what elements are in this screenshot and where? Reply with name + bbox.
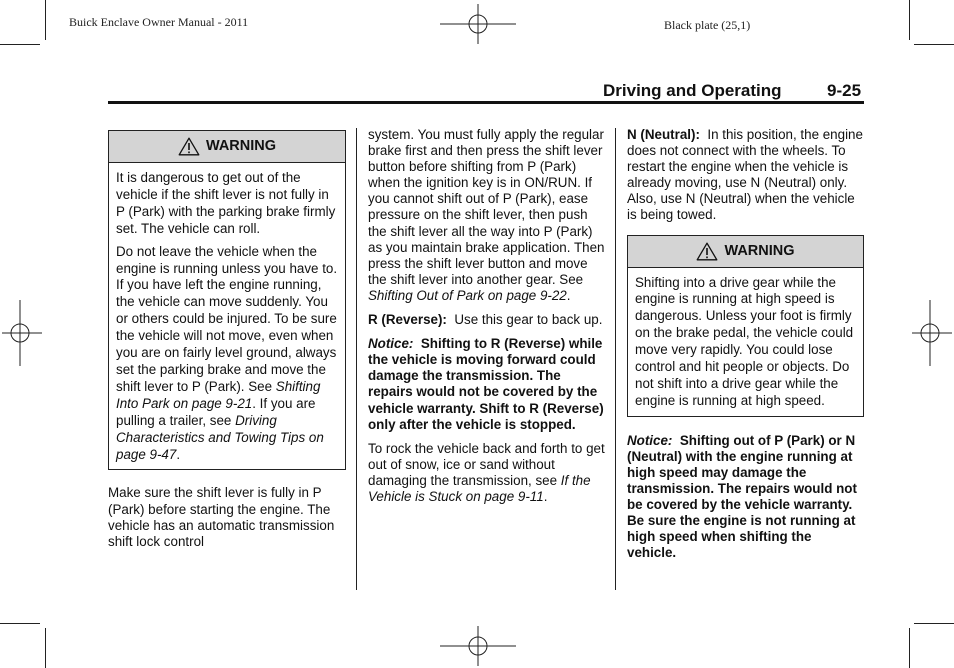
body-paragraph: Make sure the shift lever is fully in P (Park) before starting the engine. The vehicle has an automatic transmission shift lock control (108, 485, 335, 549)
text-run: system. You must fully apply the regular brake first and then press the shift lever button before shifting from P (Park) when the ignition key is in ON/RUN. If you cannot shift out of P (Park), ease pressure on the shift lever, then push the shift lever all the way into P (Park) as you maintain brake application. Then press the shift lever button and move the shift lever into another gear. See (368, 127, 605, 287)
notice-label: Notice: (627, 432, 673, 448)
text-run: Use this gear to back up. (454, 312, 603, 328)
text-run: . (176, 446, 181, 462)
warning-box (108, 130, 346, 470)
page-number: 9-25 (827, 81, 862, 100)
warning-triangle-icon (178, 137, 200, 156)
column-divider (356, 128, 357, 590)
warning-paragraph (116, 244, 338, 464)
body-paragraph (627, 127, 864, 224)
warning-title: WARNING (205, 138, 277, 155)
crop-mark (909, 0, 910, 40)
text-run: . If you are pulling a trailer, see (116, 395, 316, 428)
crop-mark (0, 44, 40, 45)
text-run: . (543, 488, 548, 504)
text-run: . (566, 287, 571, 303)
warning-triangle-icon (696, 242, 718, 261)
gear-label: R (Reverse): (368, 312, 447, 328)
registration-mark-icon (2, 300, 42, 366)
crop-mark (45, 0, 46, 40)
notice-text: Shifting to R (Reverse) while the vehicle is moving forward could damage the transmission. The repairs would not be covered by the vehicle warranty. Shift to R (Reverse) only after the vehicle is stopped. (368, 336, 604, 432)
body-paragraph (368, 127, 606, 304)
text-run: To rock the vehicle back and forth to get out of snow, ice or sand without damaging the transmission, see (368, 440, 605, 488)
warning-body (628, 268, 863, 416)
column-2 (368, 127, 606, 513)
warning-header (628, 236, 863, 268)
gear-label: N (Neutral): (627, 127, 700, 142)
registration-mark-icon (912, 300, 952, 366)
warning-body (109, 163, 345, 469)
warning-box (627, 235, 864, 417)
text-run: In this position, the engine does not connect with the wheels. To restart the engine when the vehicle is already moving, use N (Neutral) only. Also, use N (Neutral) when the vehicle is being towed. (627, 127, 863, 223)
crop-mark (914, 44, 954, 45)
crop-mark (909, 628, 910, 668)
cross-reference: If the Vehicle is Stuck on page 9‑11 (368, 472, 591, 504)
warning-title: WARNING (724, 243, 795, 260)
crop-mark (45, 628, 46, 668)
manual-title: Buick Enclave Owner Manual - 2011 (69, 15, 249, 29)
section-title: Driving and Operating (603, 81, 782, 100)
body-paragraph (368, 441, 606, 505)
column-divider (615, 128, 616, 590)
notice-label: Notice: (368, 336, 414, 352)
notice-paragraph (627, 433, 864, 562)
body-paragraph (368, 312, 606, 328)
cross-reference: Shifting Out of Park on page 9‑22 (368, 287, 567, 303)
cross-reference: Shifting Into Park on page 9‑21 (116, 378, 321, 411)
column-1 (108, 130, 346, 558)
registration-mark-icon (440, 4, 516, 44)
registration-mark-icon (440, 626, 516, 666)
crop-mark (0, 623, 40, 624)
text-run: Do not leave the vehicle when the engine is running unless you have to. If you have left the engine running, the vehicle can move suddenly. You or others could be injured. To be sure the vehicle will not move, even when you are on fairly level ground, always set the parking brake and move the shift lever to P (Park). See (116, 243, 338, 394)
header-rule (108, 101, 864, 104)
warning-header (109, 131, 345, 163)
plate-label: Black plate (25,1) (664, 18, 751, 32)
cross-reference: Driving Characteristics and Towing Tips on page 9‑47 (116, 412, 324, 462)
column-3 (627, 127, 864, 570)
crop-mark (914, 623, 954, 624)
notice-text: Shifting out of P (Park) or N (Neutral) with the engine running at high speed may damage the transmission. The repairs would not be covered by the vehicle warranty. Be sure the engine is not running at high speed when shifting the vehicle. (627, 432, 857, 561)
notice-paragraph (368, 336, 606, 433)
warning-paragraph: It is dangerous to get out of the vehicle if the shift lever is not fully in P (Park) with the parking brake firmly set. The vehicle can roll. (116, 170, 336, 236)
warning-paragraph: Shifting into a drive gear while the engine is running at high speed is dangerous. Unless your foot is firmly on the brake pedal, the vehicle could move very rapidly. You could lose control and hit people or objects. Do not shift into a drive gear while the engine is running at high speed. (635, 274, 854, 408)
